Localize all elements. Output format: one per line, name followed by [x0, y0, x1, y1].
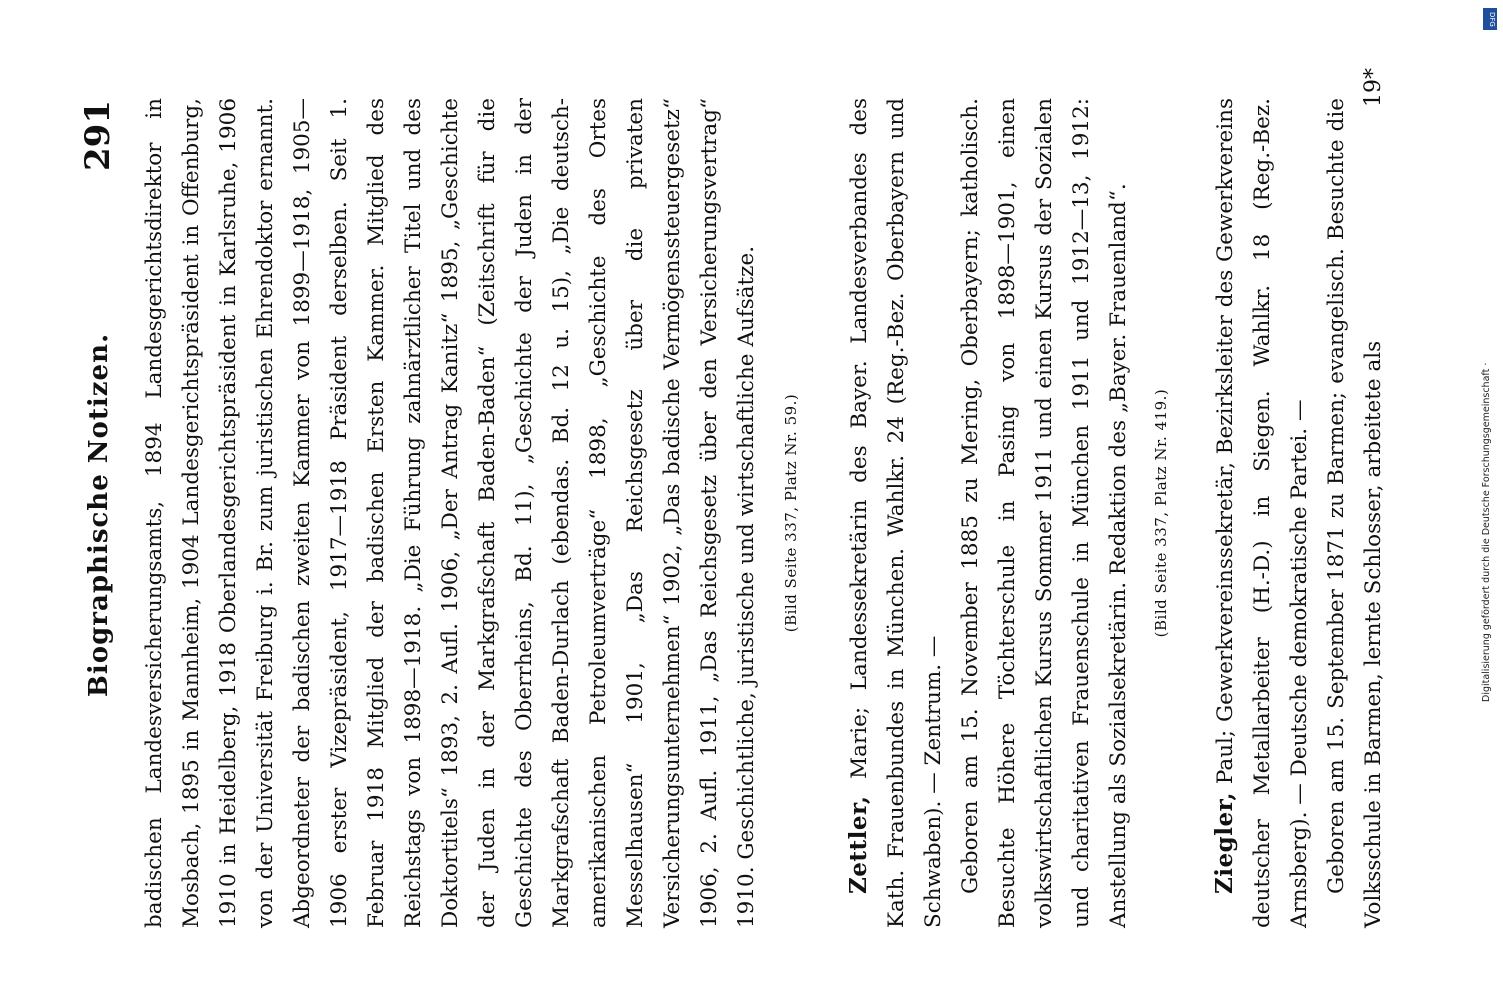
entry-intro: Marie; Landessekretärin des Bayer. Landesverbandes des Kath. Frauenbundes in München. Wahlkr. 24 (Reg.-Bez. Oberbayern und Schwaben). — Zentrum. —: [847, 98, 946, 928]
entry-intro: Paul; Gewerkvereinssekretär, Bezirksleiter des Gewerkvereins deutscher Metallarbeiter (H.-D.) in Siegen. Wahlkr. 18 (Reg.-Bez. Arnsberg). — Deutsche demokratische Partei. —: [1213, 98, 1312, 928]
page-title: Biographische Notizen.: [84, 332, 114, 698]
page-body: [136, 98, 1392, 928]
page-number: 291: [78, 100, 118, 171]
entry-ziegler: [1206, 98, 1318, 928]
dfg-logo-icon: DFG: [1483, 8, 1497, 30]
image-caption: (Bild Seite 337, Platz Nr. 59.): [782, 393, 800, 633]
sheet-signature: 19*: [1361, 68, 1386, 107]
page-header: [70, 100, 130, 930]
entry-continued-text: badischen Landesversicherungsamts, 1894 Landesgerichtsdirektor in Mosbach, 1895 in Mannheim, 1904 Landesgerichtspräsident in Offenburg, 1910 in Heidelberg, 1918 Oberlandesgerichtspräsident in Karlsruhe, 1906 von der Universität Freiburg i. Br. zum juristischen Ehrendoktor ernannt. Abgeordneter der badischen zweiten Kammer von 1899—1918, 1905—1906 erster Vizepräsident, 1917—1918 Präsident derselben. Seit 1. Februar 1918 Mitglied der badischen Ersten Kammer. Mitglied des Reichstags von 1898—1918. „Die Führung zahnärztlicher Titel und des Doktortitels“ 1893, 2. Aufl. 1906, „Der Antrag Kanitz“ 1895, „Geschichte der Juden in der Markgrafschaft Baden-Baden“ (Zeitschrift für die Geschichte des Oberrheins, Bd. 11), „Geschichte der Juden in der Markgrafschaft Baden-Durlach (ebendas. Bd. 12 u. 15), „Die deutsch-amerikanischen Petroleumverträge“ 1898, „Geschichte des Ortes Messelhausen“ 1901, „Das Reichsgesetz über die privaten Versicherungsunternehmen“ 1902, „Das badische Vermögenssteuergesetz“ 1906, 2. Aufl. 1911, „Das Reichsgesetz über den Versicherungsvertrag“ 1910. Geschichtliche, juristische und wirtschaftliche Aufsätze.: [142, 98, 759, 928]
funding-strip: [1481, 8, 1499, 708]
entry-bio: Geboren am 15. September 1871 zu Barmen; evangelisch. Besuchte die Volksschule in Barmen, lernte Schlosser, arbeitete als: [1324, 98, 1386, 928]
funding-notice: Digitalisierung gefördert durch die Deutsche Forschungsgemeinschaft ·: [1481, 362, 1492, 702]
entry-bio: Geboren am 15. November 1885 zu Mering, Oberbayern; katholisch. Besuchte Höhere Töchterschule in Pasing von 1898—1901, einen volkswirtschaftlichen Kursus Sommer 1911 und einen Kursus der Sozialen und charitativen Frauenschule in München 1911 und 1912—13, 1912: Anstellung als Sozialsekretärin. Redaktion des „Bayer. Frauenland“.: [958, 98, 1131, 928]
entry-name: Ziegler,: [1211, 791, 1238, 894]
image-caption: (Bild Seite 337, Platz Nr. 419.): [1152, 388, 1170, 638]
entry-name: Zettler,: [845, 795, 872, 894]
entry-zettler: [840, 98, 952, 928]
